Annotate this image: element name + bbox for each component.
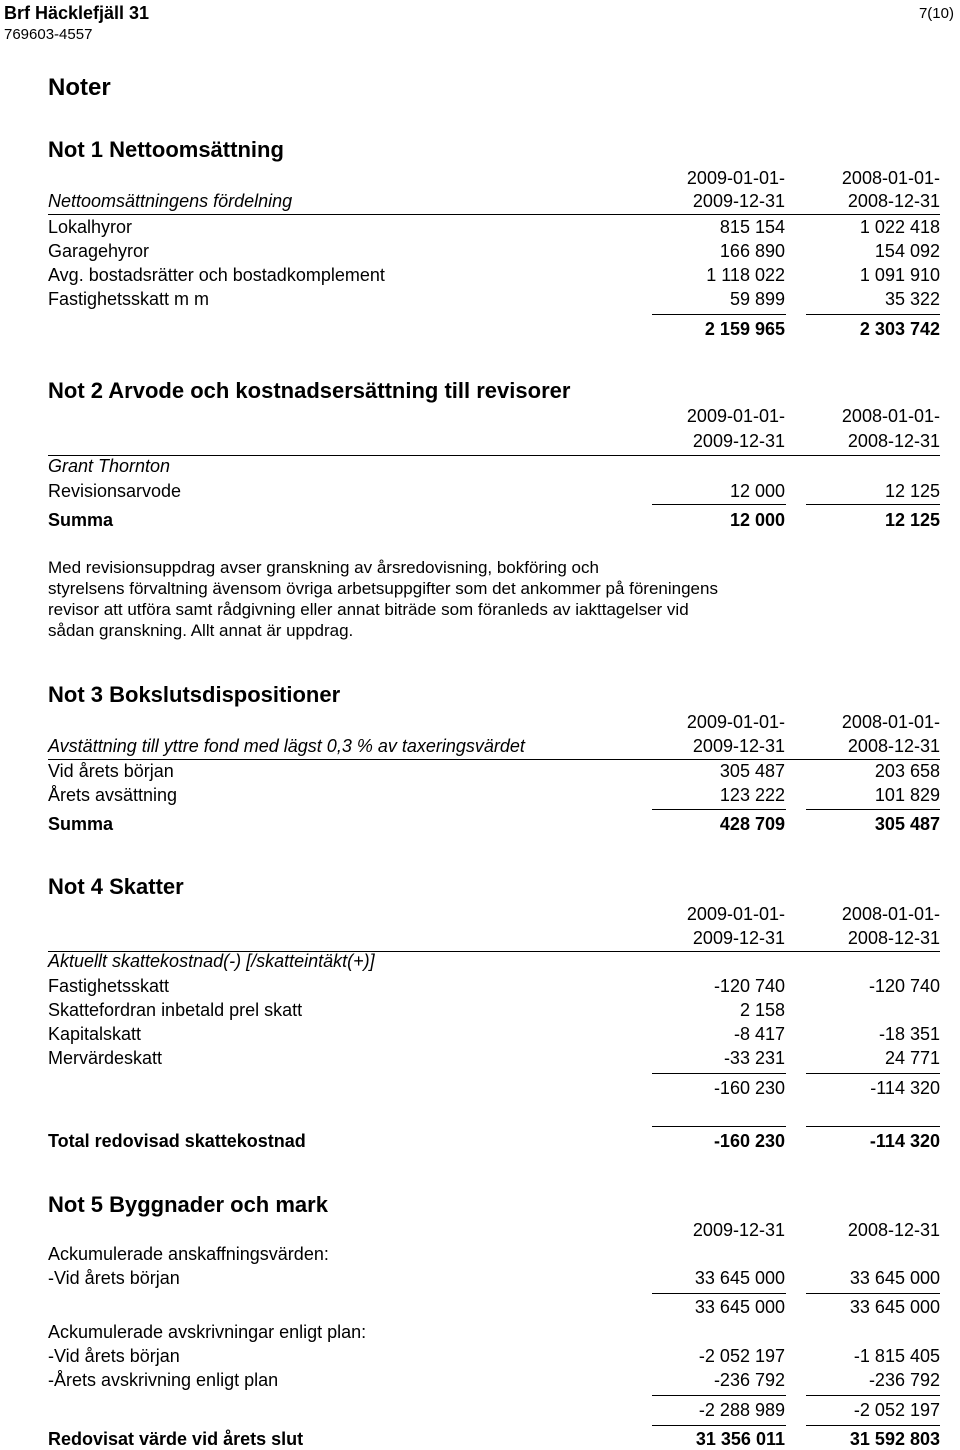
note4-subtotal-2008: -114 320 xyxy=(870,1078,940,1098)
note4-heading: Not 4 Skatter xyxy=(48,874,184,899)
note3-row-2008: 101 829 xyxy=(874,785,940,805)
note2-col-2008-end: 2008-12-31 xyxy=(847,431,940,451)
note4-row-2009: -33 231 xyxy=(723,1048,785,1068)
note1-row-2008: 35 322 xyxy=(884,289,940,309)
note5-total-label: Redovisat värde vid årets slut xyxy=(48,1429,304,1449)
note1-row-label: Lokalhyror xyxy=(48,217,133,237)
note4-row-2008: 24 771 xyxy=(884,1048,940,1068)
note4-row-label: Mervärdeskatt xyxy=(48,1048,163,1068)
note5-acq-total-2009: 33 645 000 xyxy=(694,1297,785,1317)
note1-total-2008: 2 303 742 xyxy=(859,319,940,339)
note3-col-2008-start: 2008-01-01- xyxy=(841,712,940,732)
note4-row-label: Fastighetsskatt xyxy=(48,976,170,996)
note5-dep-row-2008: -1 815 405 xyxy=(853,1346,940,1366)
note5-acq-row-2009: 33 645 000 xyxy=(694,1268,785,1288)
note3-row-2009: 305 487 xyxy=(719,761,785,781)
note3-row-2009: 123 222 xyxy=(719,785,785,805)
note3-row-2008: 203 658 xyxy=(874,761,940,781)
note2-total-label: Summa xyxy=(48,510,114,530)
note4-col-2009-start: 2009-01-01- xyxy=(686,904,785,924)
note2-total-2008: 12 125 xyxy=(884,510,940,530)
note1-header-rule xyxy=(48,214,940,215)
note5-dep-total-2009: -2 288 989 xyxy=(698,1400,785,1420)
note2-total-rule-2009 xyxy=(652,504,786,505)
note3-total-2008: 305 487 xyxy=(874,814,940,834)
note2-paragraph: Med revisionsuppdrag avser granskning av årsredovisning, bokföring och styrelsens förvaltning ävensom övriga arbetsuppgifter som det ankommer på föreningens revisor att utföra samt rådgivning eller annat biträde som föranleds av iakttagelser vid sådan granskning. Allt annat är uppdrag. xyxy=(48,558,718,640)
note1-row-2008: 1 091 910 xyxy=(859,265,940,285)
note4-subtotal-rule-2009 xyxy=(652,1073,786,1074)
note4-row-2008: -18 351 xyxy=(878,1024,940,1044)
note4-row-2009: -120 740 xyxy=(713,976,785,996)
note2-auditor-name: Grant Thornton xyxy=(48,456,171,476)
organization-number: 769603-4557 xyxy=(4,26,93,43)
note1-total-rule-2009 xyxy=(652,314,786,315)
note5-acq-row-2008: 33 645 000 xyxy=(849,1268,940,1288)
note1-col-2009-start: 2009-01-01- xyxy=(686,168,785,188)
note3-total-rule-2008 xyxy=(806,809,940,810)
note1-total-2009: 2 159 965 xyxy=(704,319,785,339)
note1-total-rule-2008 xyxy=(806,314,940,315)
page-number: 7(10) xyxy=(918,5,954,22)
note4-subtotal-rule-2008 xyxy=(806,1073,940,1074)
note4-row-label: Skattefordran inbetald prel skatt xyxy=(48,1000,303,1020)
note1-row-2009: 1 118 022 xyxy=(706,265,785,285)
organization-name: Brf Häcklefjäll 31 xyxy=(4,3,150,23)
note5-acq-row-label: -Vid årets början xyxy=(48,1268,180,1288)
note4-total-2009: -160 230 xyxy=(713,1131,785,1151)
note4-col-2008-end: 2008-12-31 xyxy=(847,928,940,948)
note1-row-2009: 59 899 xyxy=(729,289,785,309)
note1-row-2009: 815 154 xyxy=(719,217,785,237)
note1-row-label: Garagehyror xyxy=(48,241,150,261)
note2-col-2009-end: 2009-12-31 xyxy=(692,431,785,451)
note4-total-rule-2009 xyxy=(652,1126,786,1127)
note5-dep-row-2009: -2 052 197 xyxy=(698,1346,785,1366)
note5-total-rule-2009 xyxy=(652,1425,786,1426)
note5-dep-row-label: -Årets avskrivning enligt plan xyxy=(48,1370,279,1390)
note5-dep-total-rule-2009 xyxy=(652,1395,786,1396)
note4-row-2009: -8 417 xyxy=(733,1024,785,1044)
note5-heading: Not 5 Byggnader och mark xyxy=(48,1192,328,1217)
note5-dep-row-2009: -236 792 xyxy=(713,1370,785,1390)
note5-total-rule-2008 xyxy=(806,1425,940,1426)
note5-dep-row-label: -Vid årets början xyxy=(48,1346,180,1366)
note2-row-2008: 12 125 xyxy=(884,481,940,501)
note4-col-2008-start: 2008-01-01- xyxy=(841,904,940,924)
note5-dep-row-2008: -236 792 xyxy=(868,1370,940,1390)
note1-row-2008: 154 092 xyxy=(874,241,940,261)
note3-row-label: Årets avsättning xyxy=(48,785,178,805)
note3-total-rule-2009 xyxy=(652,809,786,810)
note2-header-rule xyxy=(48,455,940,456)
note2-row-label: Revisionsarvode xyxy=(48,481,182,501)
note5-acquisition-heading: Ackumulerade anskaffningsvärden: xyxy=(48,1244,329,1264)
note3-total-2009: 428 709 xyxy=(719,814,785,834)
note5-col-2009: 2009-12-31 xyxy=(692,1220,785,1240)
note1-row-2008: 1 022 418 xyxy=(859,217,940,237)
note5-col-2008: 2008-12-31 xyxy=(847,1220,940,1240)
note1-col-2008-end: 2008-12-31 xyxy=(847,191,940,211)
note4-total-label: Total redovisad skattekostnad xyxy=(48,1131,306,1151)
note4-total-2008: -114 320 xyxy=(869,1131,940,1151)
note4-row-label: Kapitalskatt xyxy=(48,1024,142,1044)
note5-dep-total-rule-2008 xyxy=(806,1395,940,1396)
note3-col-2008-end: 2008-12-31 xyxy=(847,736,940,756)
note1-row-2009: 166 890 xyxy=(719,241,785,261)
note4-col-2009-end: 2009-12-31 xyxy=(692,928,785,948)
note2-col-2009-start: 2009-01-01- xyxy=(686,406,785,426)
note3-row-label: Vid årets början xyxy=(48,761,174,781)
note1-col-2008-start: 2008-01-01- xyxy=(841,168,940,188)
note2-total-rule-2008 xyxy=(806,504,940,505)
note1-row-label: Fastighetsskatt m m xyxy=(48,289,210,309)
note3-header-rule xyxy=(48,759,940,760)
note2-heading: Not 2 Arvode och kostnadsersättning till revisorer xyxy=(48,378,571,403)
note1-heading: Not 1 Nettoomsättning xyxy=(48,137,284,162)
note3-col-2009-end: 2009-12-31 xyxy=(692,736,785,756)
note2-col-2008-start: 2008-01-01- xyxy=(841,406,940,426)
note2-row-2009: 12 000 xyxy=(729,481,785,501)
note4-subtotal-2009: -160 230 xyxy=(713,1078,785,1098)
note5-acq-total-2008: 33 645 000 xyxy=(849,1297,940,1317)
note4-subheading: Aktuellt skattekostnad(-) [/skatteintäkt(+)] xyxy=(48,951,375,971)
note1-row-label: Avg. bostadsrätter och bostadkomplement xyxy=(48,265,385,285)
page-title: Noter xyxy=(48,74,111,101)
note4-row-2008: -120 740 xyxy=(868,976,940,996)
note5-acq-total-rule-2009 xyxy=(652,1293,786,1294)
note3-heading: Not 3 Bokslutsdispositioner xyxy=(48,682,341,707)
note5-total-2008: 31 592 803 xyxy=(849,1429,940,1449)
note5-total-2009: 31 356 011 xyxy=(695,1429,785,1449)
note5-acq-total-rule-2008 xyxy=(806,1293,940,1294)
note4-row-2009: 2 158 xyxy=(739,1000,785,1020)
note5-depreciation-heading: Ackumulerade avskrivningar enligt plan: xyxy=(48,1322,367,1342)
note3-col-2009-start: 2009-01-01- xyxy=(686,712,785,732)
note1-subheading: Nettoomsättningens fördelning xyxy=(48,191,293,211)
note3-subheading: Avstättning till yttre fond med lägst 0,3 % av taxeringsvärdet xyxy=(48,736,525,756)
note5-dep-total-2008: -2 052 197 xyxy=(853,1400,940,1420)
note4-total-rule-2008 xyxy=(806,1126,940,1127)
note3-total-label: Summa xyxy=(48,814,114,834)
note2-total-2009: 12 000 xyxy=(729,510,785,530)
note1-col-2009-end: 2009-12-31 xyxy=(692,191,785,211)
